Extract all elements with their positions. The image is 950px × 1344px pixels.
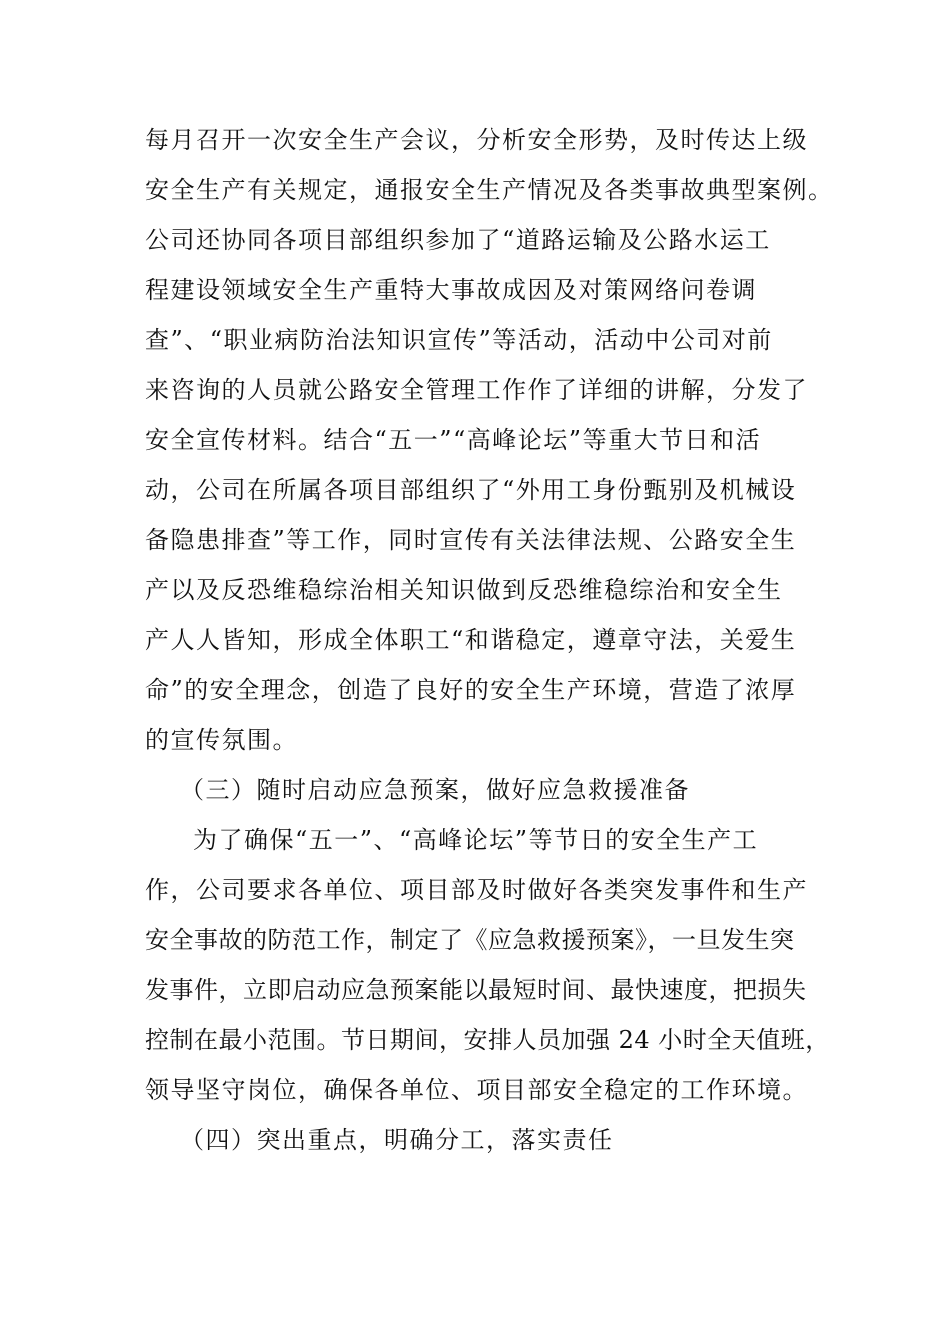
text-line: 每月召开一次安全生产会议，分析安全形势，及时传达上级	[145, 126, 808, 154]
text-line: 控制在最小范围。节日期间，安排人员加强 24 小时全天值班，	[145, 1026, 830, 1054]
text-line: 来咨询的人员就公路安全管理工作作了详细的讲解，分发了	[145, 376, 808, 404]
text-line: 的宣传氛围。	[145, 726, 298, 754]
text-line: 备隐患排查”等工作，同时宣传有关法律法规、公路安全生	[145, 526, 797, 554]
text-line: 公司还协同各项目部组织参加了“道路运输及公路水运工	[145, 226, 771, 254]
text-line: 安全生产有关规定，通报安全生产情况及各类事故典型案例。	[145, 176, 834, 204]
text-line: 命”的安全理念，创造了良好的安全生产环境，营造了浓厚	[145, 676, 797, 704]
text-line: 产以及反恐维稳综治相关知识做到反恐维稳综治和安全生	[145, 576, 783, 604]
text-line: 产人人皆知，形成全体职工“和谐稳定，遵章守法，关爱生	[145, 626, 797, 654]
text-line: 为了确保“五一”、“高峰论坛”等节日的安全生产工	[193, 826, 759, 854]
text-line: 发事件，立即启动应急预案能以最短时间、最快速度，把损失	[145, 976, 807, 1004]
text-line: 程建设领域安全生产重特大事故成因及对策网络问卷调	[145, 276, 757, 304]
text-line: 领导坚守岗位，确保各单位、项目部安全稳定的工作环境。	[145, 1076, 808, 1104]
section-heading-3: （三）随时启动应急预案，做好应急救援准备	[180, 776, 690, 804]
text-line: 安全事故的防范工作，制定了《应急救援预案》，一旦发生突	[145, 926, 795, 954]
text-line: 作，公司要求各单位、项目部及时做好各类突发事件和生产	[145, 876, 808, 904]
text-line: 安全宣传材料。结合“五一”“高峰论坛”等重大节日和活	[145, 426, 762, 454]
section-heading-4: （四）突出重点，明确分工，落实责任	[180, 1126, 614, 1154]
text-line: 查”、“职业病防治法知识宣传”等活动，活动中公司对前	[145, 326, 773, 354]
text-line: 动，公司在所属各项目部组织了“外用工身份甄别及机械设	[145, 476, 797, 504]
